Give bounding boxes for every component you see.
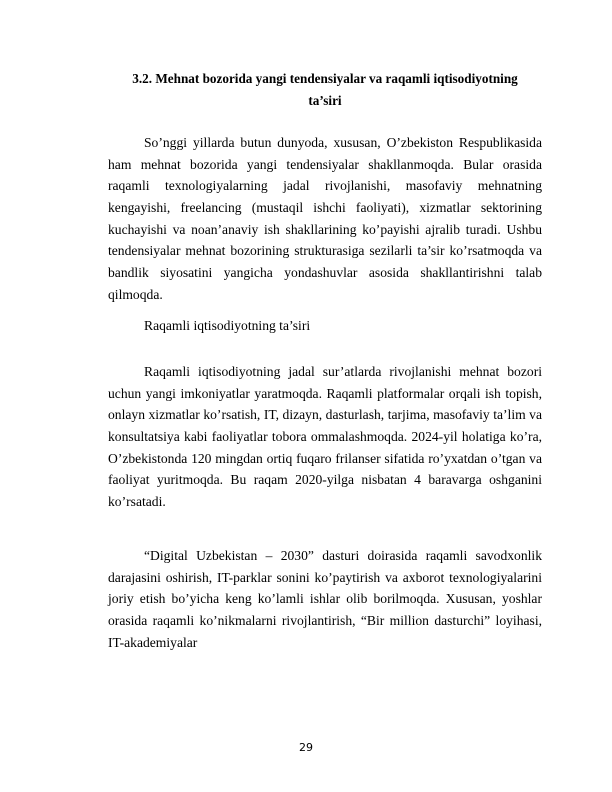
paragraph-text: “Digital Uzbekistan – 2030” dasturi doirasida raqamli savodxonlik darajasini oshirish, IT-parklar sonini ko’paytirish va axborot texnologiyalarini joriy etish bo’yicha keng ko’lamli ishlar olib borilmoqda. Xususan, yoshlar orasida raqamli ko’nikmalarni rivojlantirish, “Bir million dasturchi” loyihasi, IT-akademiyalar: [108, 548, 542, 650]
paragraph-digital-economy: [108, 361, 542, 513]
page-number: 29: [299, 741, 313, 754]
section-heading-line1: 3.2. Mehnat bozorida yangi tendensiyalar va raqamli iqtisodiyotning: [132, 71, 518, 86]
section-heading: [108, 68, 542, 112]
paragraph-text: So’nggi yillarda butun dunyoda, xususan, O’zbekiston Respublikasida ham mehnat bozorida yangi tendensiyalar shakllanmoqda. Bular orasida raqamli texnologiyalarning jadal rivojlanishi, masofaviy mehnatning kengayishi, freelancing (mustaqil ishchi faoliyati), xizmatlar sektorining kuchayishi va noan’anaviy ish shakllarining ko’payishi ajralib turadi. Ushbu tendensiyalar mehnat bozorining strukturasiga sezilarli ta’sir ko’rsatmoqda va bandlik siyosatini yangicha yondashuvlar asosida shakllantirishni talab qilmoqda.: [108, 135, 542, 302]
paragraph-intro: [108, 132, 542, 305]
paragraph-digital-uzbekistan: [108, 545, 542, 653]
paragraph-text: Raqamli iqtisodiyotning jadal sur’atlarda rivojlanishi mehnat bozori uchun yangi imkoniyatlar yaratmoqda. Raqamli platformalar orqali ish topish, onlayn xizmatlar ko’rsatish, IT, dizayn, dasturlash, tarjima, masofaviy ta’lim va konsultatsiya kabi faoliyatlar tobora ommalashmoqda. 2024-yil holatiga ko’ra, O’zbekistonda 120 mingdan ortiq fuqaro frilanser sifatida ro’yxatdan o’tgan va faoliyat yuritmoqda. Bu raqam 2020-yilga nisbatan 4 baravarga oshganini ko’rsatadi.: [108, 364, 542, 509]
subheading-digital-economy: Raqamli iqtisodiyotning ta’siri: [144, 318, 311, 333]
section-heading-line2: ta’siri: [308, 93, 342, 108]
